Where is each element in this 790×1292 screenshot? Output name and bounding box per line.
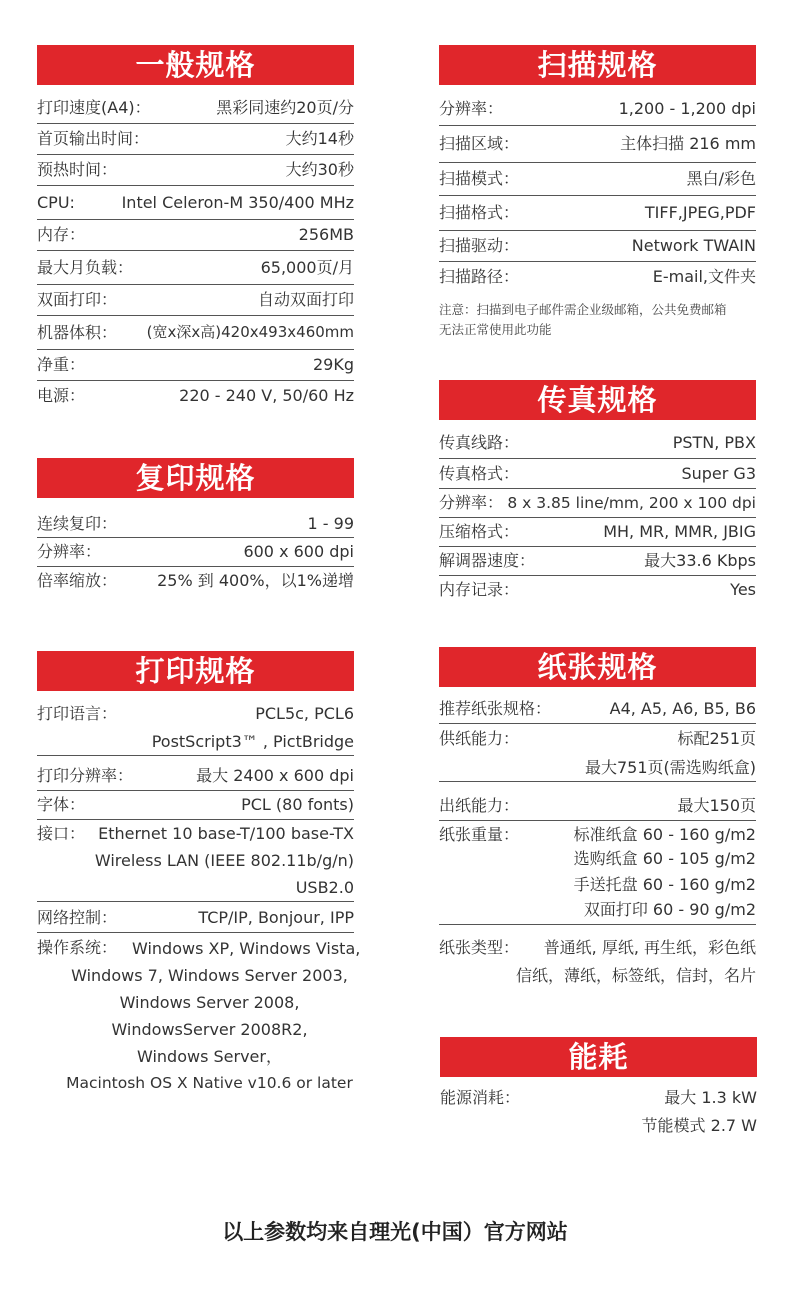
- spec-label: 接口：: [37, 824, 86, 843]
- spec-label: 压缩格式：: [439, 522, 520, 541]
- spec-value: 600 x 600 dpi: [243, 542, 354, 561]
- paper-type-block: [439, 933, 756, 989]
- spec-row: [439, 792, 756, 821]
- spec-label: 分辨率：: [37, 542, 102, 561]
- paper-specs-header: 纸张规格: [439, 647, 756, 687]
- spec-value: 黑彩同速约20页/分: [216, 98, 354, 117]
- spec-value: 29Kg: [312, 355, 354, 374]
- copy-specs-section: [37, 458, 354, 595]
- spec-value: 最大 2400 x 600 dpi: [196, 766, 354, 785]
- spec-label: 出纸能力：: [439, 796, 520, 815]
- spec-value: 双面打印 60 - 90 g/m2: [583, 900, 756, 919]
- scan-specs-header: 扫描规格: [439, 45, 756, 85]
- spec-label: 最大月负载：: [37, 258, 134, 277]
- spec-value: 大约14秒: [285, 129, 354, 148]
- note-line: 无法正常使用此功能: [439, 322, 552, 337]
- spec-row: [439, 163, 756, 196]
- spec-value: USB2.0: [295, 878, 354, 897]
- paper-specs-section: [439, 647, 756, 989]
- spec-value: Yes: [730, 580, 756, 599]
- spec-value: 220 - 240 V, 50/60 Hz: [179, 386, 354, 405]
- spec-value: 信纸，薄纸，标签纸，信封，名片: [515, 966, 756, 985]
- spec-label: 电源：: [37, 386, 86, 405]
- spec-value: 选购纸盒 60 - 105 g/m2: [573, 849, 756, 868]
- spec-value: 1,200 - 1,200 dpi: [618, 99, 756, 118]
- spec-row: [37, 93, 354, 124]
- spec-row: [37, 220, 354, 251]
- spec-value: Windows 7, Windows Server 2003,: [71, 966, 348, 985]
- spec-value: Windows Server，: [137, 1047, 282, 1066]
- spec-row: [439, 547, 756, 576]
- spec-row: [37, 251, 354, 285]
- spec-label: 分辨率：: [439, 99, 504, 118]
- spec-value: 最大 1.3 kW: [664, 1088, 757, 1107]
- spec-label: 机器体积：: [37, 323, 118, 342]
- spec-label: 分辨率：: [439, 493, 504, 512]
- general-specs-header: 一般规格: [37, 45, 354, 85]
- spec-row: [37, 186, 354, 220]
- spec-row: [439, 576, 756, 604]
- spec-value: TIFF,JPEG,PDF: [644, 203, 756, 222]
- spec-row: [37, 699, 354, 756]
- spec-value: PSTN, PBX: [672, 433, 756, 452]
- spec-value: PostScript3™ , PictBridge: [151, 732, 354, 751]
- spec-value: PCL5c, PCL6: [255, 704, 354, 723]
- spec-row: [439, 93, 756, 126]
- spec-row: [37, 567, 354, 595]
- spec-row: [37, 820, 354, 902]
- spec-value: 节能模式 2.7 W: [641, 1116, 757, 1135]
- spec-row: [439, 262, 756, 296]
- fax-specs-header: 传真规格: [439, 380, 756, 420]
- spec-label: 供纸能力：: [439, 729, 520, 748]
- spec-value: 黑白/彩色: [686, 169, 756, 188]
- spec-value: 最大751页(需选购纸盒): [584, 758, 756, 777]
- spec-label: 扫描驱动：: [439, 236, 520, 255]
- spec-label: 传真线路：: [439, 433, 520, 452]
- spec-value: 65,000页/月: [260, 258, 354, 277]
- spec-label: 内存：: [37, 225, 86, 244]
- spec-value: (宽x深x高)420x493x460mm: [146, 323, 354, 341]
- spec-label: 预热时间：: [37, 160, 118, 179]
- spec-value: 1 - 99: [307, 514, 354, 533]
- spec-value: 25% 到 400%，以1%递增: [157, 571, 354, 590]
- spec-label: 连续复印：: [37, 514, 118, 533]
- spec-row: [439, 821, 756, 925]
- general-specs-section: [37, 45, 354, 411]
- scan-specs-section: [439, 45, 756, 340]
- spec-value: Intel Celeron-M 350/400 MHz: [121, 193, 354, 212]
- copy-specs-header: 复印规格: [37, 458, 354, 498]
- scan-note: [439, 300, 756, 340]
- os-block: [37, 933, 361, 1103]
- spec-row: [37, 155, 354, 186]
- spec-row: [37, 510, 354, 538]
- print-specs-header: 打印规格: [37, 651, 354, 691]
- spec-label: 传真格式：: [439, 464, 520, 483]
- spec-value: 自动双面打印: [257, 290, 354, 309]
- spec-label: 字体：: [37, 795, 86, 814]
- spec-label: 首页输出时间：: [37, 129, 150, 148]
- spec-row: [439, 196, 756, 231]
- spec-value: WindowsServer 2008R2,: [111, 1020, 308, 1039]
- spec-value: 最大33.6 Kbps: [644, 551, 756, 570]
- spec-row: [439, 231, 756, 262]
- spec-value: 标配251页: [677, 729, 756, 748]
- spec-label: 打印分辨率：: [37, 766, 134, 785]
- spec-row: [37, 124, 354, 155]
- energy-section: [440, 1037, 757, 1143]
- spec-row: [439, 489, 756, 518]
- spec-row: [37, 538, 354, 567]
- spec-value: 手送托盘 60 - 160 g/m2: [573, 875, 756, 894]
- spec-row: [37, 381, 354, 411]
- spec-label: 纸张类型：: [439, 938, 520, 957]
- spec-value: MH, MR, MMR, JBIG: [603, 522, 756, 541]
- spec-value: Windows XP, Windows Vista,: [132, 939, 361, 958]
- spec-label: 纸张重量：: [439, 825, 520, 844]
- spec-label: 扫描路径：: [439, 267, 520, 286]
- spec-row: [439, 518, 756, 547]
- spec-label: 打印速度(A4)：: [37, 98, 151, 117]
- spec-label: 倍率缩放：: [37, 571, 118, 590]
- spec-row: [37, 316, 354, 350]
- spec-value: TCP/IP, Bonjour, IPP: [198, 908, 354, 927]
- spec-value: 标准纸盒 60 - 160 g/m2: [573, 825, 756, 844]
- spec-row: [439, 459, 756, 489]
- spec-value: 256MB: [298, 225, 354, 244]
- spec-row: [37, 350, 354, 381]
- spec-label: 扫描格式：: [439, 203, 520, 222]
- spec-label: 操作系统：: [37, 938, 118, 957]
- fax-specs-section: [439, 380, 756, 604]
- spec-value: E-mail,文件夹: [652, 267, 756, 286]
- spec-label: 扫描区域：: [439, 134, 520, 153]
- spec-label: 网络控制：: [37, 908, 118, 927]
- spec-label: 扫描模式：: [439, 169, 520, 188]
- spec-row: [439, 695, 756, 724]
- spec-label: 双面打印：: [37, 290, 118, 309]
- spec-row: [37, 904, 354, 933]
- spec-label: 推荐纸张规格：: [439, 699, 552, 718]
- spec-value: Macintosh OS X Native v10.6 or later: [66, 1074, 353, 1092]
- spec-label: 打印语言：: [37, 704, 118, 723]
- spec-label: 净重：: [37, 355, 86, 374]
- spec-label: 内存记录：: [439, 580, 520, 599]
- spec-value: Network TWAIN: [631, 236, 756, 255]
- spec-label: 能源消耗：: [440, 1088, 521, 1107]
- energy-block: [440, 1083, 757, 1143]
- spec-row: [37, 762, 354, 791]
- spec-value: 8 x 3.85 line/mm, 200 x 100 dpi: [507, 494, 756, 512]
- spec-value: Windows Server 2008,: [119, 993, 300, 1012]
- print-specs-section: [37, 651, 361, 1103]
- spec-row: [439, 126, 756, 163]
- spec-row: [37, 791, 354, 820]
- spec-row: [439, 724, 756, 782]
- spec-row: [37, 285, 354, 316]
- spec-row: [439, 428, 756, 459]
- spec-value: A4, A5, A6, B5, B6: [609, 699, 756, 718]
- spec-label: 解调器速度：: [439, 551, 536, 570]
- spec-value: 主体扫描 216 mm: [620, 134, 756, 153]
- spec-value: Wireless LAN (IEEE 802.11b/g/n): [94, 851, 354, 870]
- energy-header: 能耗: [440, 1037, 757, 1077]
- spec-value: Ethernet 10 base-T/100 base-TX: [98, 824, 354, 843]
- source-footer: 以上参数均来自理光(中国）官方网站: [222, 1220, 568, 1244]
- spec-label: CPU:: [37, 193, 75, 212]
- spec-value: 普通纸, 厚纸, 再生纸，彩色纸: [543, 938, 756, 957]
- spec-value: Super G3: [681, 464, 756, 483]
- spec-value: 最大150页: [677, 796, 756, 815]
- spec-value: PCL (80 fonts): [241, 795, 354, 814]
- spec-value: 大约30秒: [285, 160, 354, 179]
- note-line: 注意：扫描到电子邮件需企业级邮箱，公共免费邮箱: [439, 302, 727, 317]
